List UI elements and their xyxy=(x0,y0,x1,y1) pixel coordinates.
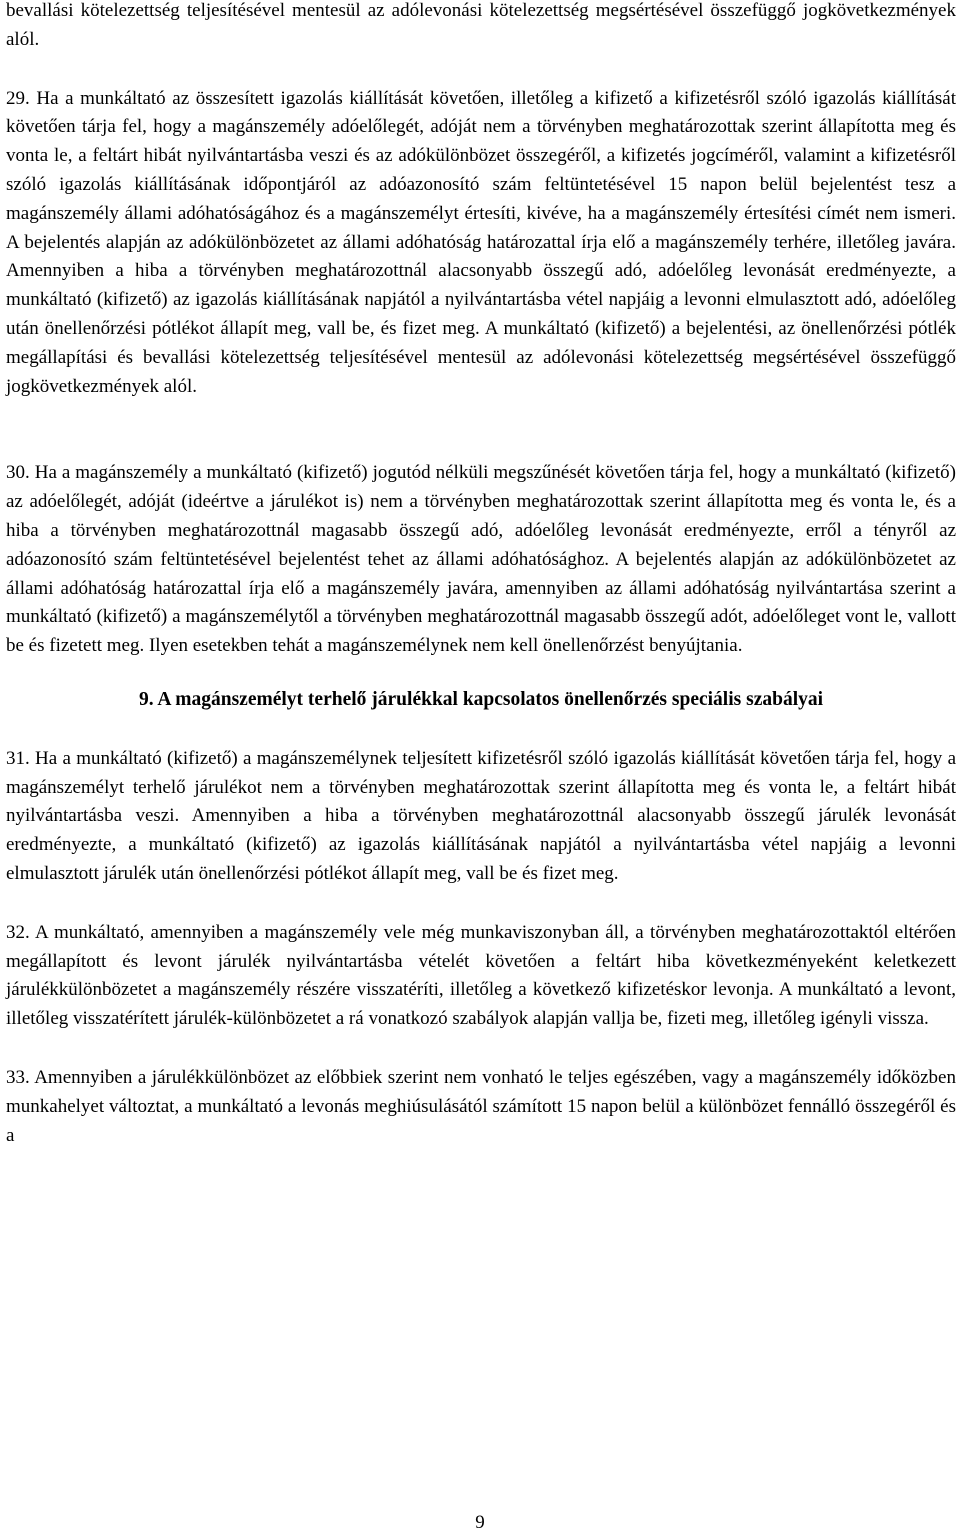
paragraph-31: 31. Ha a munkáltató (kifizető) a magánszemélynek teljesített kifizetésről szóló igazolás kiállítását követően tárja fel, hogy a magánszemélyt terhelő járulékot nem a törvényben meghatározottak szerint állapította meg és vonta le, a feltárt hibát nyilvántartásba veszi. Amennyiben a hiba a törvényben meghatározottnál alacsonyabb összegű járulék levonását eredményezte, a munkáltató (kifizető) az igazolás kiállításának napjától a nyilvántartásba vétel napjáig a levonni elmulasztott járulék után önellenőrzési pótlékot állapít meg, vall be és fizet meg. xyxy=(6,747,956,884)
paragraph-30: 30. Ha a magánszemély a munkáltató (kifizető) jogutód nélküli megszűnését követően tárja fel, hogy a munkáltató (kifizető) az adóelőlegét, adóját (ideértve a járulékot is) nem a törvényben meghatározottak szerint állapította meg és vonta le, és a hiba a törvényben meghatározottnál magasabb összegű adó, adóelőleg levonását eredményezte, erről a tényről az adóazonosító szám feltüntetésével bejelentést tehet az állami adóhatósághoz. A bejelentés alapján az adókülönbözetet az állami adóhatóság határozattal írja elő a magánszemély javára, amennyiben az állami adóhatóság nyilvántartása szerint a munkáltató (kifizető) a magánszemélytől a törvényben meghatározottnál magasabb összegű adót, adóelőleget vont le, vallott be és fizetett meg. Ilyen esetekben tehát a magánszemélynek nem kell önellenőrzést benyújtania. xyxy=(6,462,956,657)
paragraph-32: 32. A munkáltató, amennyiben a magánszemély vele még munkaviszonyban áll, a törvényben meghatározottaktól eltérően megállapított és levont járulék nyilvántartásba vételét követően a feltárt hiba következményeként keletkezett járulékkülönbözetet a magánszemély részére visszatéríti, illetőleg a következő kifizetéskor levonja. A munkáltató a levont, illetőleg visszatérített járulék-különbözetet a rá vonatkozó szabályok alapján vallja be, fizeti meg, illetőleg igényli vissza. xyxy=(6,921,956,1030)
paragraph-33: 33. Amennyiben a járulékkülönbözet az előbbiek szerint nem vonható le teljes egészében, vagy a magánszemély időközben munkahelyet változtat, a munkáltató a levonás meghiúsulásától számított 15 napon belül a különbözet fennálló összegéről és a xyxy=(6,1066,956,1146)
paragraph-continuation: bevallási kötelezettség teljesítésével mentesül az adólevonási kötelezettség megsértésével összefüggő jogkövetkezmények alól. xyxy=(6,0,956,50)
page-number: 9 xyxy=(475,1512,485,1533)
paragraph-29: 29. Ha a munkáltató az összesített igazolás kiállítását követően, illetőleg a kifizető a kifizetésről szóló igazolás kiállítását követően tárja fel, hogy a magánszemély adóelőlegét, adóját nem a törvényben meghatározottak szerint állapította meg és vonta le, a feltárt hibát nyilvántartásba veszi és az adókülönbözet összegéről, a kifizetés jogcíméről, valamint a kifizetésről szóló igazolás kiállításának időpontjáról az adóazonosító szám feltüntetésével 15 napon belül bejelentést tesz a magánszemély állami adóhatóságához és a magánszemélyt értesíti, kivéve, ha a magánszemély értesítési címét nem ismeri. A bejelentés alapján az adókülönbözetet az állami adóhatóság határozattal írja elő a magánszemély terhére, illetőleg javára. Amennyiben a hiba a törvényben meghatározottnál alacsonyabb összegű adó, adóelőleg levonását eredményezte, a munkáltató (kifizető) az igazolás kiállításának napjától a nyilvántartásba vétel napjáig a levonni elmulasztott adó, adóelőleg után önellenőrzési pótlékot állapít meg, vall be, és fizet meg. A munkáltató (kifizető) a bejelentési, az önellenőrzési pótlék megállapítási és bevallási kötelezettség teljesítésével mentesül az adólevonási kötelezettség megsértésével összefüggő jogkövetkezmények alól. xyxy=(6,87,956,397)
document-page xyxy=(6,0,956,1150)
section-heading-9: 9. A magánszemélyt terhelő járulékkal kapcsolatos önellenőrzés speciális szabályai xyxy=(138,688,824,710)
